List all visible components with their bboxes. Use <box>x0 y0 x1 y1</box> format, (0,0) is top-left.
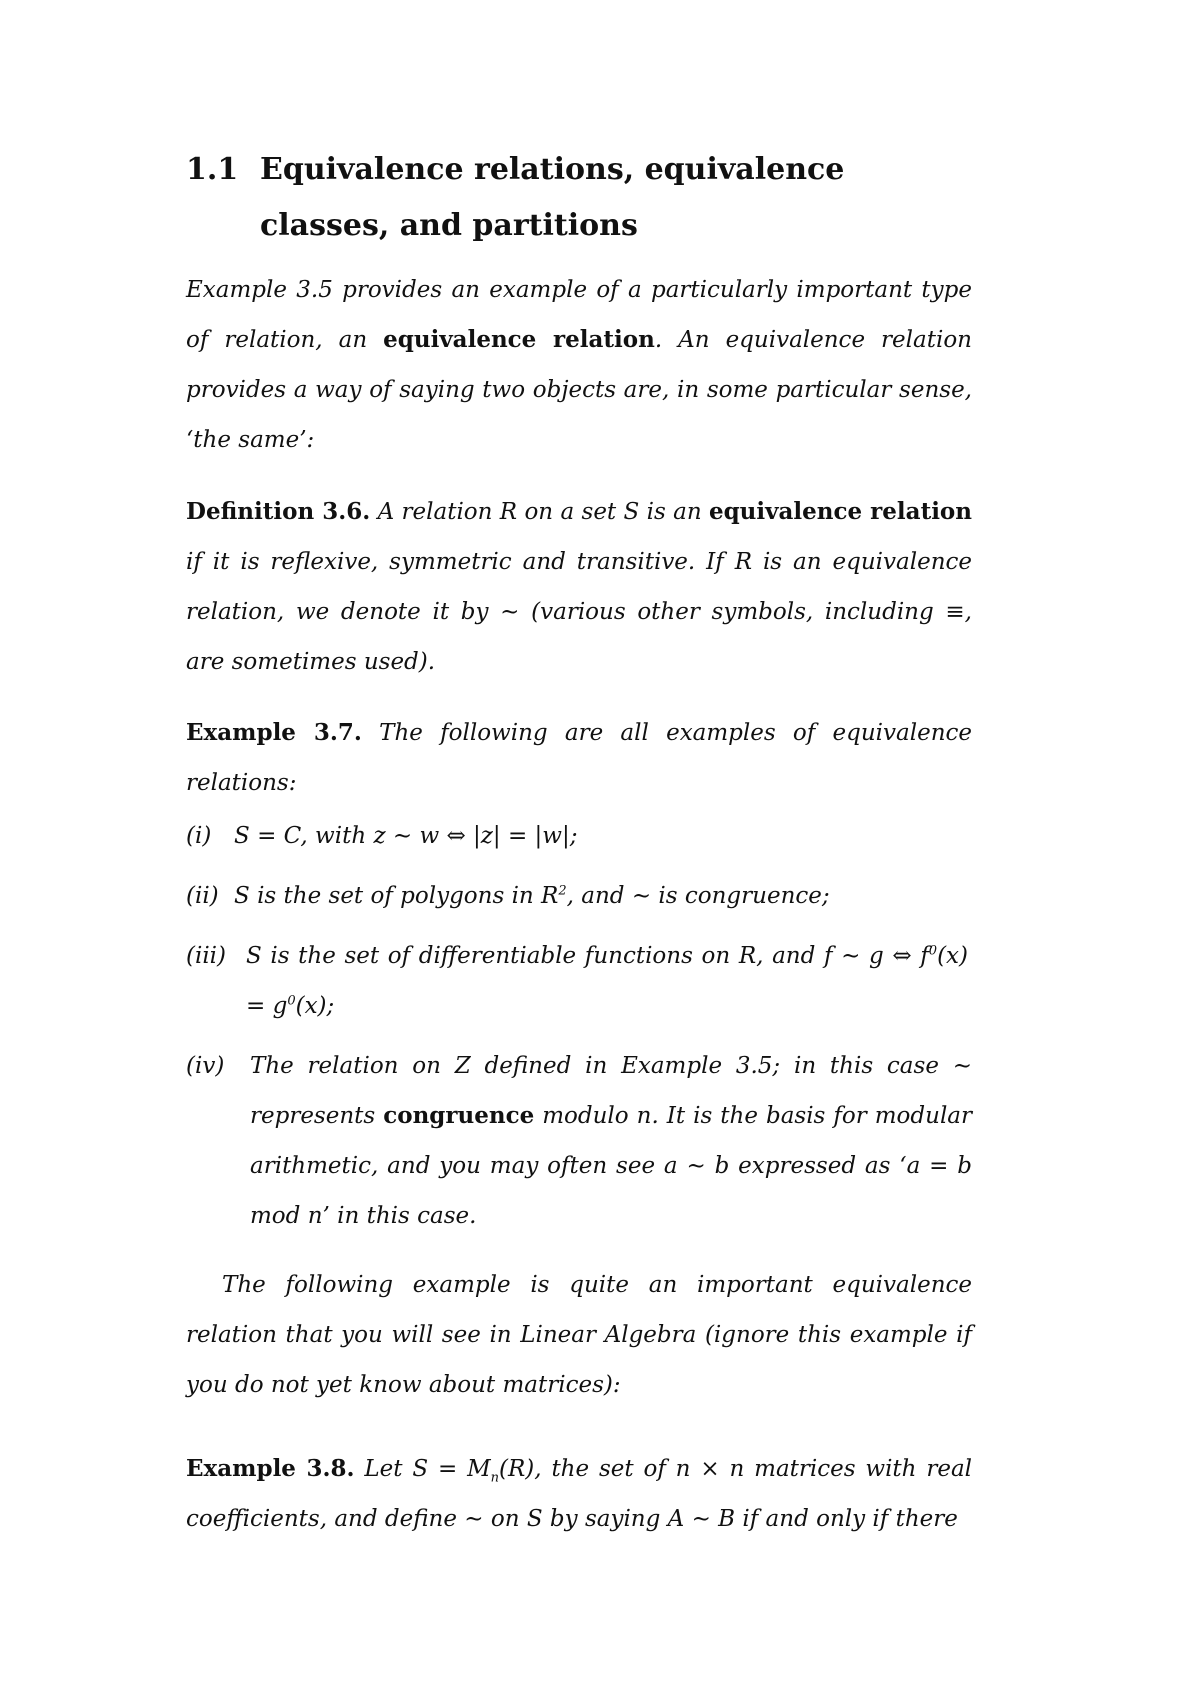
definition-text-b: if it is reflexive, symmetric and transitive. If R is an equivalence relation, we denote it by ∼ (various other symbols, including ≡, are sometimes used). <box>186 549 972 675</box>
list-item-label: (ii) <box>186 883 219 909</box>
followup-paragraph: The following example is quite an important equivalence relation that you will see in Linear Algebra (ignore this example if you do not yet know about matrices): <box>186 1272 972 1398</box>
intro-text-a: Example 3.5 provides an example of a particularly important type of relation, an <box>186 277 972 353</box>
definition-bold-term: equivalence relation <box>708 498 972 525</box>
superscript: 0 <box>287 993 296 1009</box>
intro-bold-term: equivalence relation <box>383 326 655 353</box>
list-item-bold-term: congruence <box>383 1102 535 1129</box>
list-item-label: (iv) <box>186 1053 225 1079</box>
example-3-7-text: The following are all examples of equivalence relations: <box>186 720 972 796</box>
list-item <box>186 1041 972 1241</box>
list-item <box>186 871 972 921</box>
list-item-text <box>250 1041 972 1241</box>
superscript: 0 <box>928 943 938 959</box>
example-3-8-text-a: Let S = M <box>354 1456 491 1482</box>
example-3-8-text-b: (R), the set of n × n matrices with real coefficients, and define ∼ on S by saying A ∼ B if and only if there <box>186 1456 973 1532</box>
list-item-text <box>234 871 972 921</box>
list-item-text-a: The relation on Z defined in Example 3.5; in this case ∼ represents <box>250 1053 972 1129</box>
subscript: n <box>490 1470 500 1486</box>
list-item <box>186 931 972 1031</box>
definition-label: Definition 3.6. <box>186 498 371 525</box>
superscript: 2 <box>558 883 567 899</box>
list-item-text-a: S is the set of differentiable functions on R, and f ∼ g ⇔ f <box>246 943 929 969</box>
definition-paragraph <box>186 487 972 687</box>
intro-text-b: . An equivalence relation provides a way of saying two objects are, in some particular sense, ‘the same’: <box>186 327 972 453</box>
list-item-text-a: S is the set of polygons in R <box>234 883 559 909</box>
list-item <box>186 811 972 861</box>
section-title: Equivalence relations, equivalence classes, and partitions <box>260 152 845 243</box>
list-item-text: S = C, with z ∼ w ⇔ |z| = |w|; <box>234 823 578 849</box>
example-3-8-paragraph <box>186 1444 972 1544</box>
list-item-text-b: (x) = g <box>246 943 968 1019</box>
list-item-label: (iii) <box>186 943 227 969</box>
intro-paragraph <box>186 265 972 465</box>
list-item-text-c: (x); <box>295 993 335 1019</box>
example-3-7-paragraph <box>186 708 972 808</box>
example-3-7-label: Example 3.7. <box>186 719 362 746</box>
section-number: 1.1 <box>186 152 239 187</box>
example-3-8-label: Example 3.8. <box>186 1455 355 1482</box>
list-item-text-b: modulo n. It is the basis for modular arithmetic, and you may often see a ∼ b expressed as ‘a = b mod n’ in this case. <box>250 1103 973 1229</box>
examples-list <box>186 811 972 1251</box>
list-item-text <box>246 931 968 1031</box>
list-item-label: (i) <box>186 823 212 849</box>
definition-text-a: A relation R on a set S is an <box>370 499 709 525</box>
list-item-text-b: , and ∼ is congruence; <box>566 883 830 909</box>
